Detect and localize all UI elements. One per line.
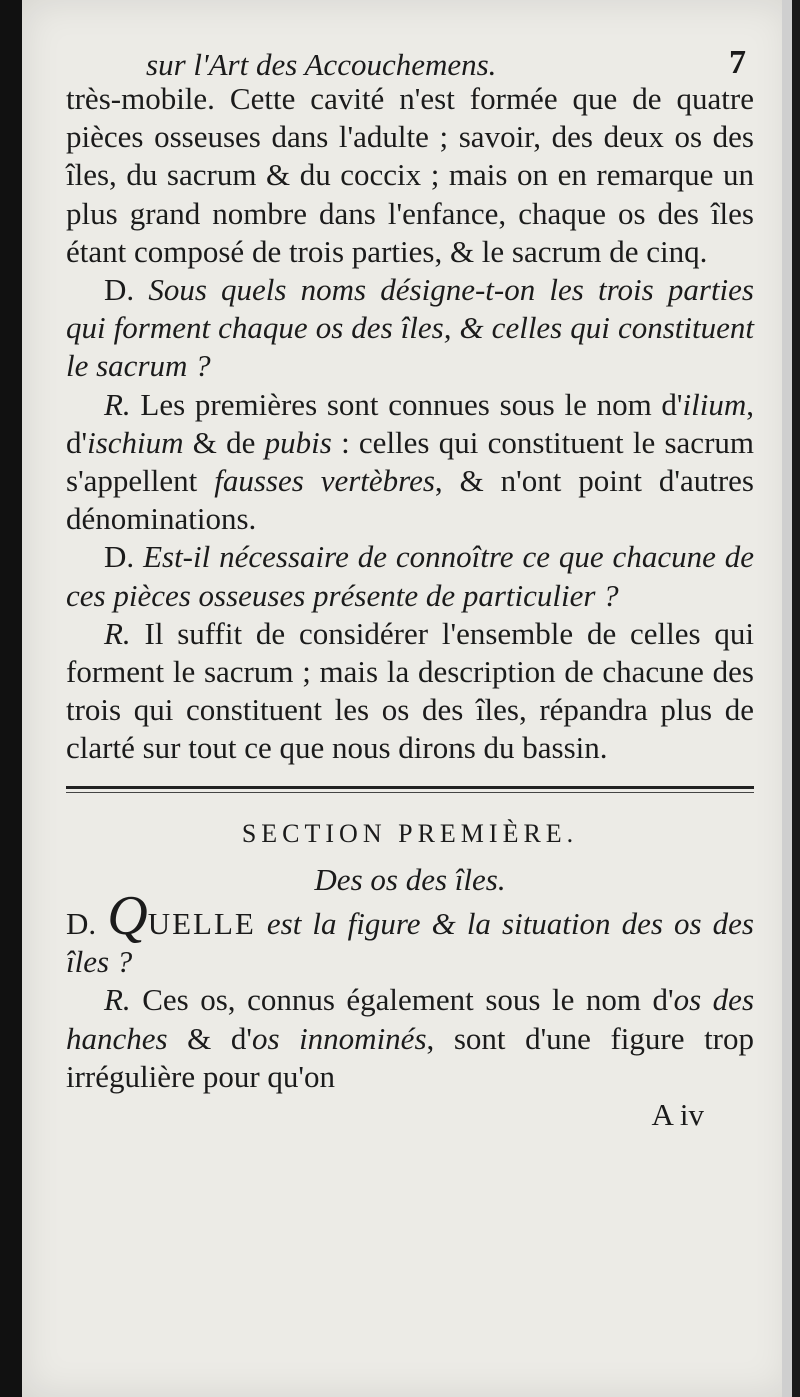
answer-text: & d' <box>167 1020 252 1056</box>
drop-cap: Q <box>107 885 148 948</box>
term-pubis: pubis <box>264 424 332 460</box>
question-2 <box>66 538 754 614</box>
question-text: est la figure & la situation des os des îles ? <box>66 906 754 980</box>
question-text: Est-il nécessaire de connoître ce que chacune de ces pièces osseuses présente de particulier ? <box>66 539 755 613</box>
term-os-des-hanches: os des hanches <box>66 982 755 1056</box>
term-fausses-vertebres: fausses vertèbres <box>214 463 435 499</box>
paragraph-continuation <box>66 80 754 271</box>
question-1 <box>66 271 754 386</box>
answer-text: : celles qui constituent le sacrum s'appellent <box>66 424 755 499</box>
answer-text: , sont d'une figure trop irrégulière pour qu'on <box>66 1020 755 1094</box>
term-os-innomines: os innominés <box>251 1020 427 1056</box>
signature-mark: A iv <box>651 1097 704 1133</box>
answer-marker: R. <box>104 615 131 651</box>
answer-text: Ces os, connus également sous le nom d' <box>130 982 674 1018</box>
page-text <box>66 40 754 1134</box>
small-caps-word: UELLE <box>147 906 256 942</box>
question-text: Sous quels noms désigne-t-on les trois parties qui forment chaque os des îles, & celles qui constituent le sacrum ? <box>66 272 754 384</box>
book-page <box>22 0 792 1397</box>
paragraph-text: très-mobile. Cette cavité n'est formée que de quatre pièces osseuses dans l'adulte ; savoir, des deux os des îles, du sacrum & du coccix ; mais on en remarque un plus grand nombre dans l'enfance, chaque os des îles étant composé de trois parties, & le sacrum de cinq. <box>66 81 754 269</box>
answer-text: Il suffit de considérer l'ensemble de celles qui forment le sacrum ; mais la description de chacune des trois qui constituent les os des îles, répandra plus de clarté sur tout ce que nous dirons du bassin. <box>66 615 754 766</box>
answer-marker: R. <box>104 386 131 422</box>
question-marker: D. <box>104 272 135 308</box>
answer-text: & de <box>183 424 265 460</box>
question-marker: D. <box>66 906 97 942</box>
section-title: SECTION PREMIÈRE. <box>241 818 579 848</box>
page-left-shadow <box>0 0 22 1397</box>
question-3 <box>66 885 754 981</box>
running-title: sur l'Art des Accouchemens. <box>146 47 497 82</box>
question-marker: D. <box>104 539 135 575</box>
answer-text: , d' <box>66 386 754 460</box>
term-ilium: ilium <box>682 386 747 422</box>
answer-text: Les premières sont connues sous le nom d' <box>130 386 683 422</box>
answer-2 <box>66 615 754 768</box>
answer-marker: R. <box>104 982 131 1018</box>
section-subtitle: Des os des îles. <box>314 861 506 897</box>
page-header <box>66 40 754 80</box>
page-number: 7 <box>729 44 746 81</box>
term-ischium: ischium <box>87 424 184 460</box>
answer-text: , & n'ont point d'autres dénominations. <box>66 463 754 537</box>
answer-3 <box>66 981 754 1096</box>
answer-1 <box>66 386 754 539</box>
section-rule <box>66 786 754 793</box>
page-right-edge <box>782 0 792 1397</box>
